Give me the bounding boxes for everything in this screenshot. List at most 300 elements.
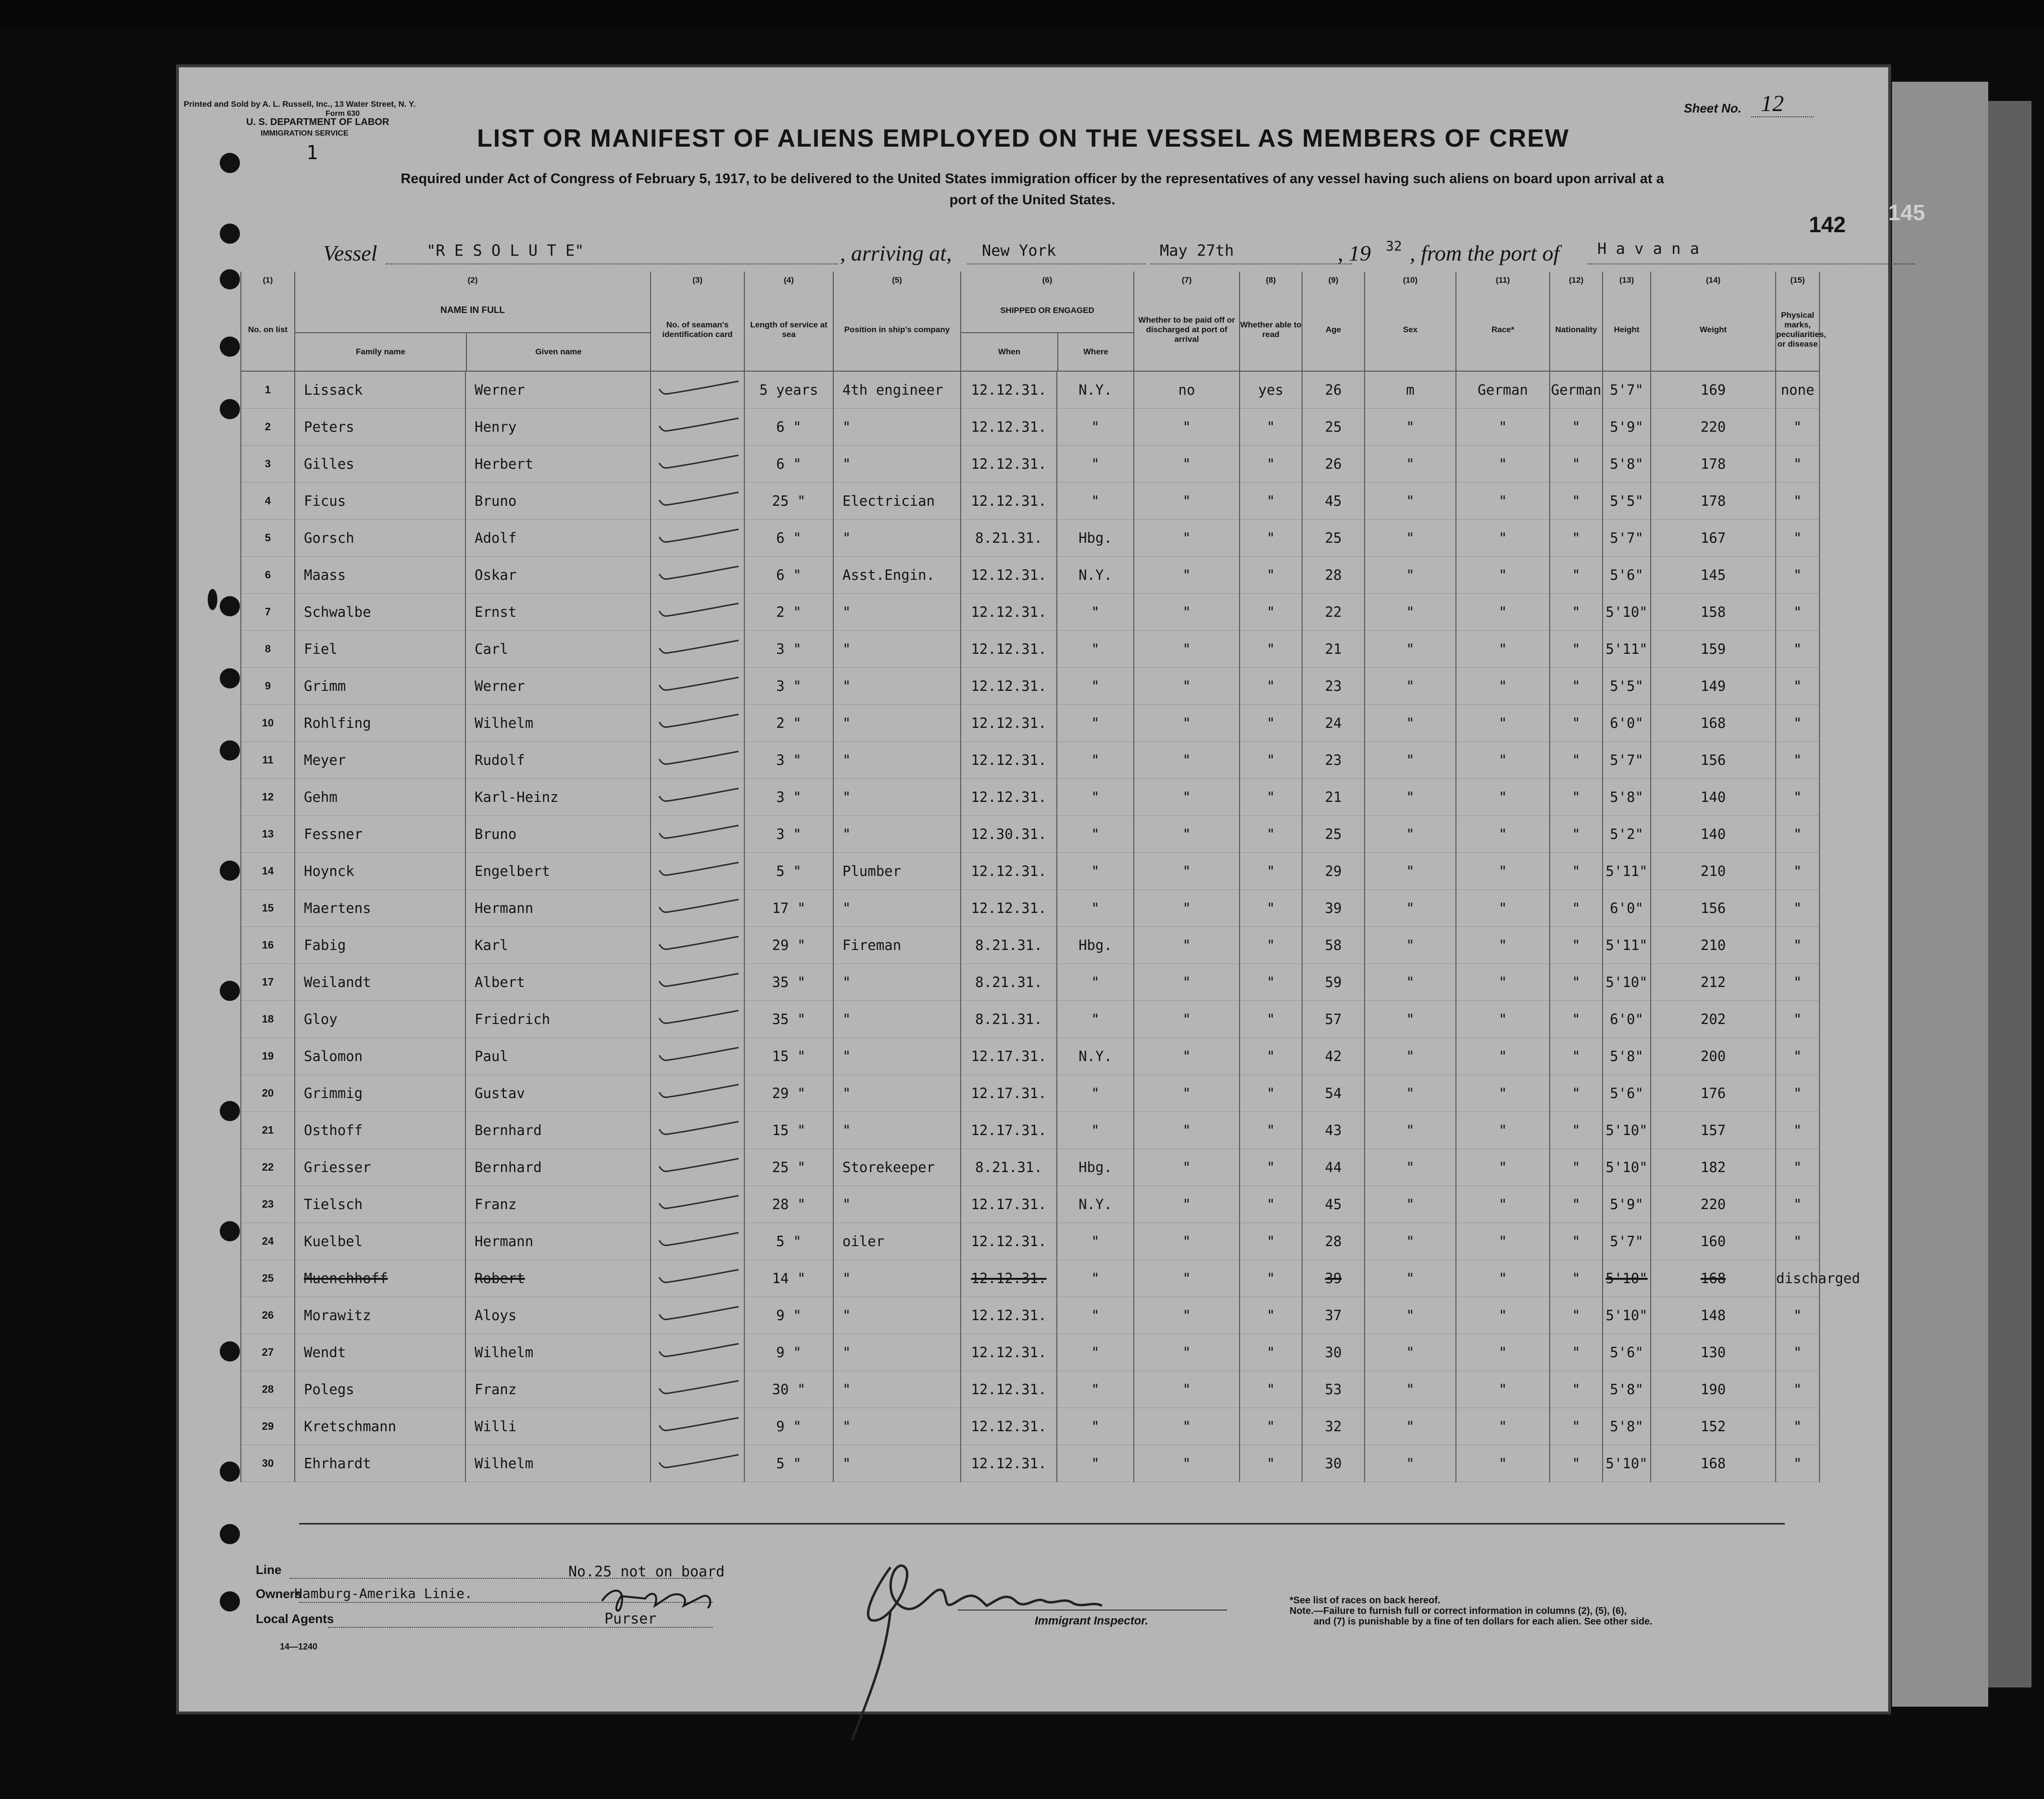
local-agents-label: Local Agents [256, 1612, 334, 1626]
check-mark-icon [654, 1121, 741, 1137]
check-mark-icon [654, 899, 741, 915]
table-row [241, 1445, 1819, 1482]
sex: " [1365, 816, 1456, 853]
sex: " [1365, 668, 1456, 705]
paid-off: " [1134, 1223, 1240, 1260]
position: 4th engineer [833, 371, 961, 409]
subtitle-line-2: port of the United States. [949, 192, 1116, 208]
service-length: 17 " [744, 890, 833, 927]
row-number: 18 [241, 1001, 295, 1038]
manifest-title: LIST OR MANIFEST OF ALIENS EMPLOYED ON THE VESSEL AS MEMBERS OF CREW [477, 125, 1569, 152]
age: 42 [1302, 1038, 1365, 1075]
height: 6'0" [1603, 1001, 1651, 1038]
able-to-read: " [1240, 668, 1302, 705]
row-number: 3 [241, 446, 295, 483]
row-number: 14 [241, 853, 295, 890]
position: " [833, 1445, 961, 1482]
given-name: Henry [465, 409, 651, 446]
height: 5'2" [1603, 816, 1651, 853]
nationality: " [1550, 1445, 1603, 1482]
age: 29 [1302, 853, 1365, 890]
punch-hole [220, 1101, 240, 1121]
service-length: 3 " [744, 631, 833, 668]
shipped-when: 12.12.31. [961, 1223, 1057, 1260]
shipped-when: 12.17.31. [961, 1186, 1057, 1223]
inspector-label: Immigrant Inspector. [1035, 1614, 1149, 1627]
weight: 212 [1651, 964, 1776, 1001]
family-name: Salomon [295, 1038, 465, 1075]
weight: 152 [1651, 1408, 1776, 1445]
physical-marks: " [1776, 1445, 1819, 1482]
check-mark-icon [654, 1195, 741, 1211]
column-number: (4) [744, 272, 833, 289]
table-row [241, 631, 1819, 668]
sex: m [1365, 371, 1456, 409]
service-length: 29 " [744, 927, 833, 964]
able-to-read: " [1240, 1260, 1302, 1297]
paid-off: " [1134, 705, 1240, 742]
owners-label: Owners [256, 1587, 302, 1601]
height: 5'7" [1603, 1223, 1651, 1260]
paid-off: " [1134, 1408, 1240, 1445]
weight: 149 [1651, 668, 1776, 705]
column-number: (1) [241, 272, 295, 289]
given-name: Bernhard [465, 1149, 651, 1186]
vessel-label: Vessel [323, 241, 377, 265]
given-name: Hermann [465, 890, 651, 927]
physical-marks: " [1776, 927, 1819, 964]
given-name: Bruno [465, 816, 651, 853]
weight: 160 [1651, 1223, 1776, 1260]
check-mark-icon [654, 936, 741, 952]
height: 5'5" [1603, 483, 1651, 520]
age: 30 [1302, 1334, 1365, 1371]
able-to-read: " [1240, 1371, 1302, 1408]
id-card-check [651, 816, 744, 853]
shipped-where: " [1057, 1223, 1134, 1260]
punch-hole [220, 337, 240, 357]
weight: 220 [1651, 409, 1776, 446]
column-number: (11) [1456, 272, 1550, 289]
id-card-check [651, 742, 744, 779]
able-to-read: " [1240, 964, 1302, 1001]
height: 5'6" [1603, 557, 1651, 594]
table-row [241, 742, 1819, 779]
id-card-check [651, 1297, 744, 1334]
table-row [241, 853, 1819, 890]
given-name: Albert [465, 964, 651, 1001]
punch-hole [220, 1591, 240, 1612]
family-name: Schwalbe [295, 594, 465, 631]
given-name: Wilhelm [465, 1334, 651, 1371]
shipped-when: 12.12.31. [961, 594, 1057, 631]
physical-marks: " [1776, 1112, 1819, 1149]
physical-marks: " [1776, 594, 1819, 631]
paid-off: " [1134, 1038, 1240, 1075]
header-marks: Physical marks, peculiarities, or disease [1776, 289, 1819, 371]
family-name: Grimm [295, 668, 465, 705]
shipped-where: " [1057, 890, 1134, 927]
service-length: 28 " [744, 1186, 833, 1223]
vessel-name: "R E S O L U T E" [426, 241, 584, 260]
weight: 158 [1651, 594, 1776, 631]
paid-off: " [1134, 1112, 1240, 1149]
age: 25 [1302, 816, 1365, 853]
height: 5'8" [1603, 779, 1651, 816]
physical-marks: " [1776, 1334, 1819, 1371]
weight: 190 [1651, 1371, 1776, 1408]
sex: " [1365, 853, 1456, 890]
weight: 140 [1651, 779, 1776, 816]
nationality: " [1550, 1186, 1603, 1223]
service-length: 3 " [744, 779, 833, 816]
column-header-row [241, 289, 1819, 371]
height: 5'11" [1603, 853, 1651, 890]
form-code: 14—1240 [280, 1642, 318, 1651]
race: " [1456, 409, 1550, 446]
service-length: 9 " [744, 1334, 833, 1371]
race: " [1456, 1075, 1550, 1112]
paid-off: " [1134, 594, 1240, 631]
sex: " [1365, 1260, 1456, 1297]
race: " [1456, 742, 1550, 779]
able-to-read: " [1240, 1149, 1302, 1186]
row-number: 16 [241, 927, 295, 964]
paid-off: " [1134, 890, 1240, 927]
weight: 210 [1651, 927, 1776, 964]
weight: 210 [1651, 853, 1776, 890]
race: " [1456, 557, 1550, 594]
position: " [833, 1001, 961, 1038]
punch-hole [220, 1462, 240, 1482]
service-length: 25 " [744, 483, 833, 520]
height: 5'10" [1603, 1112, 1651, 1149]
able-to-read: " [1240, 409, 1302, 446]
race: " [1456, 927, 1550, 964]
nationality: " [1550, 409, 1603, 446]
check-mark-icon [654, 1232, 741, 1248]
sex: " [1365, 1038, 1456, 1075]
table-row [241, 1223, 1819, 1260]
table-row [241, 816, 1819, 853]
sex: " [1365, 409, 1456, 446]
shipped-where: " [1057, 1334, 1134, 1371]
age: 25 [1302, 520, 1365, 557]
sex: " [1365, 483, 1456, 520]
able-to-read: " [1240, 1408, 1302, 1445]
nationality: " [1550, 446, 1603, 483]
table-row [241, 964, 1819, 1001]
shipped-where: " [1057, 853, 1134, 890]
paid-off: " [1134, 1001, 1240, 1038]
able-to-read: " [1240, 816, 1302, 853]
nationality: " [1550, 1112, 1603, 1149]
service-length: 6 " [744, 557, 833, 594]
table-end-rule [299, 1523, 1785, 1524]
race: " [1456, 520, 1550, 557]
shipped-when: 12.12.31. [961, 1260, 1057, 1297]
age: 39 [1302, 890, 1365, 927]
note-line-1: Note.—Failure to furnish full or correct information in columns (2), (5), (6), [1290, 1606, 1627, 1616]
able-to-read: " [1240, 594, 1302, 631]
given-name: Carl [465, 631, 651, 668]
nationality: " [1550, 631, 1603, 668]
punch-hole [220, 224, 240, 244]
shipped-where: N.Y. [1057, 1186, 1134, 1223]
row-number: 7 [241, 594, 295, 631]
physical-marks: " [1776, 964, 1819, 1001]
paid-off: " [1134, 557, 1240, 594]
height: 5'9" [1603, 409, 1651, 446]
able-to-read: " [1240, 853, 1302, 890]
shipped-where: " [1057, 1112, 1134, 1149]
able-to-read: " [1240, 1334, 1302, 1371]
id-card-check [651, 483, 744, 520]
sex: " [1365, 1408, 1456, 1445]
row-number: 30 [241, 1445, 295, 1482]
service-length: 15 " [744, 1112, 833, 1149]
service-length: 29 " [744, 1075, 833, 1112]
position: Fireman [833, 927, 961, 964]
shipped-when: 12.17.31. [961, 1112, 1057, 1149]
sex: " [1365, 890, 1456, 927]
shipped-where: " [1057, 409, 1134, 446]
given-name: Werner [465, 371, 651, 409]
table-row [241, 483, 1819, 520]
service-length: 15 " [744, 1038, 833, 1075]
shipped-when: 8.21.31. [961, 1149, 1057, 1186]
age: 45 [1302, 1186, 1365, 1223]
sex: " [1365, 1186, 1456, 1223]
id-card-check [651, 1038, 744, 1075]
weight: 130 [1651, 1334, 1776, 1371]
able-to-read: " [1240, 446, 1302, 483]
family-name: Morawitz [295, 1297, 465, 1334]
check-mark-icon [654, 973, 741, 989]
header-name-title: NAME IN FULL [295, 289, 650, 333]
weight: 156 [1651, 742, 1776, 779]
physical-marks: " [1776, 1371, 1819, 1408]
able-to-read: " [1240, 742, 1302, 779]
position: " [833, 964, 961, 1001]
weight: 157 [1651, 1112, 1776, 1149]
weight: 178 [1651, 483, 1776, 520]
table-row [241, 557, 1819, 594]
height: 5'10" [1603, 1445, 1651, 1482]
table-row [241, 594, 1819, 631]
physical-marks: " [1776, 705, 1819, 742]
row-number: 11 [241, 742, 295, 779]
table-row [241, 1038, 1819, 1075]
row-number: 6 [241, 557, 295, 594]
age: 44 [1302, 1149, 1365, 1186]
crew-manifest-table [240, 272, 1860, 1482]
sex: " [1365, 779, 1456, 816]
line-label: Line [256, 1562, 282, 1577]
position: " [833, 816, 961, 853]
shipped-when: 12.12.31. [961, 446, 1057, 483]
weight: 202 [1651, 1001, 1776, 1038]
arrival-port-line [967, 263, 1145, 264]
age: 54 [1302, 1075, 1365, 1112]
shipped-where: " [1057, 705, 1134, 742]
id-card-check [651, 1371, 744, 1408]
sheet-number-line [1751, 116, 1814, 117]
race: " [1456, 1408, 1550, 1445]
race: " [1456, 779, 1550, 816]
age: 53 [1302, 1371, 1365, 1408]
punch-hole [220, 668, 240, 688]
row-number: 23 [241, 1186, 295, 1223]
physical-marks: " [1776, 853, 1819, 890]
header-height: Height [1603, 289, 1651, 371]
race: " [1456, 890, 1550, 927]
shipped-when: 12.12.31. [961, 557, 1057, 594]
physical-marks: none [1776, 371, 1819, 409]
shipped-where: " [1057, 1371, 1134, 1408]
punch-hole [220, 1524, 240, 1544]
id-card-check [651, 705, 744, 742]
sex: " [1365, 446, 1456, 483]
age: 21 [1302, 779, 1365, 816]
shipped-when: 12.12.31. [961, 668, 1057, 705]
from-port: H a v a n a [1597, 239, 1699, 258]
form-number: Form 630 [326, 110, 360, 118]
shipped-when: 12.12.31. [961, 1408, 1057, 1445]
paid-off: " [1134, 1260, 1240, 1297]
header-shipped-sub [961, 333, 1133, 371]
family-name: Osthoff [295, 1112, 465, 1149]
id-card-check [651, 1260, 744, 1297]
weight: 145 [1651, 557, 1776, 594]
check-mark-icon [654, 750, 741, 767]
service-length: 35 " [744, 964, 833, 1001]
race: " [1456, 964, 1550, 1001]
column-number: (7) [1134, 272, 1240, 289]
sex: " [1365, 927, 1456, 964]
paid-off: " [1134, 927, 1240, 964]
weight: 140 [1651, 816, 1776, 853]
row-number: 15 [241, 890, 295, 927]
row-number: 19 [241, 1038, 295, 1075]
table-row [241, 1334, 1819, 1371]
id-card-check [651, 1075, 744, 1112]
sex: " [1365, 1112, 1456, 1149]
paid-off: " [1134, 964, 1240, 1001]
check-mark-icon [654, 862, 741, 878]
header-name-in-full [295, 289, 651, 371]
physical-marks: discharged [1776, 1260, 1819, 1297]
given-name: Paul [465, 1038, 651, 1075]
family-name: Maertens [295, 890, 465, 927]
column-number: (8) [1240, 272, 1302, 289]
height: 5'7" [1603, 371, 1651, 409]
able-to-read: " [1240, 705, 1302, 742]
paid-off: " [1134, 631, 1240, 668]
column-number: (3) [651, 272, 744, 289]
age: 45 [1302, 483, 1365, 520]
age: 39 [1302, 1260, 1365, 1297]
nationality: " [1550, 1260, 1603, 1297]
check-mark-icon [654, 417, 741, 434]
row-number: 10 [241, 705, 295, 742]
physical-marks: " [1776, 1038, 1819, 1075]
arrival-port: New York [982, 241, 1056, 260]
shipped-where: " [1057, 594, 1134, 631]
race: " [1456, 1149, 1550, 1186]
stamp-number: 142 [1809, 212, 1846, 237]
header-able-read: Whether able to read [1240, 289, 1302, 371]
family-name: Fabig [295, 927, 465, 964]
family-name: Peters [295, 409, 465, 446]
row-number: 22 [241, 1149, 295, 1186]
punch-hole [220, 740, 240, 761]
id-card-check [651, 1408, 744, 1445]
paid-off: " [1134, 1149, 1240, 1186]
check-mark-icon [654, 602, 741, 619]
sex: " [1365, 1001, 1456, 1038]
shipped-where: " [1057, 1260, 1134, 1297]
check-mark-icon [654, 454, 741, 471]
able-to-read: " [1240, 927, 1302, 964]
row-number: 8 [241, 631, 295, 668]
physical-marks: " [1776, 483, 1819, 520]
position: " [833, 631, 961, 668]
nationality: " [1550, 557, 1603, 594]
underlying-page-edge [1988, 101, 2031, 1687]
weight: 220 [1651, 1186, 1776, 1223]
shipped-when: 12.12.31. [961, 1334, 1057, 1371]
given-name: Wilhelm [465, 705, 651, 742]
shipped-where: " [1057, 1075, 1134, 1112]
physical-marks: " [1776, 409, 1819, 446]
position: " [833, 1260, 961, 1297]
table-row [241, 779, 1819, 816]
sex: " [1365, 1075, 1456, 1112]
column-number: (5) [833, 272, 961, 289]
position: " [833, 890, 961, 927]
able-to-read: " [1240, 1445, 1302, 1482]
check-mark-icon [654, 787, 741, 804]
nationality: " [1550, 1038, 1603, 1075]
row-number: 17 [241, 964, 295, 1001]
position: " [833, 1075, 961, 1112]
family-name: Kuelbel [295, 1223, 465, 1260]
sex: " [1365, 1445, 1456, 1482]
able-to-read: " [1240, 1075, 1302, 1112]
able-to-read: " [1240, 890, 1302, 927]
service-length: 3 " [744, 668, 833, 705]
nationality: " [1550, 1371, 1603, 1408]
given-name: Oskar [465, 557, 651, 594]
given-name: Robert [465, 1260, 651, 1297]
able-to-read: " [1240, 1297, 1302, 1334]
sheet-number: 12 [1761, 91, 1784, 116]
nationality: " [1550, 1408, 1603, 1445]
check-mark-icon [654, 1084, 741, 1100]
table-row [241, 1260, 1819, 1297]
id-card-check [651, 1223, 744, 1260]
height: 5'10" [1603, 1260, 1651, 1297]
shipped-where: " [1057, 1408, 1134, 1445]
id-card-check [651, 631, 744, 668]
service-length: 3 " [744, 816, 833, 853]
given-name: Engelbert [465, 853, 651, 890]
table-row [241, 1001, 1819, 1038]
manifest-page [179, 67, 1925, 1712]
arriving-label: , arriving at, [840, 241, 952, 265]
service-length: 5 years [744, 371, 833, 409]
